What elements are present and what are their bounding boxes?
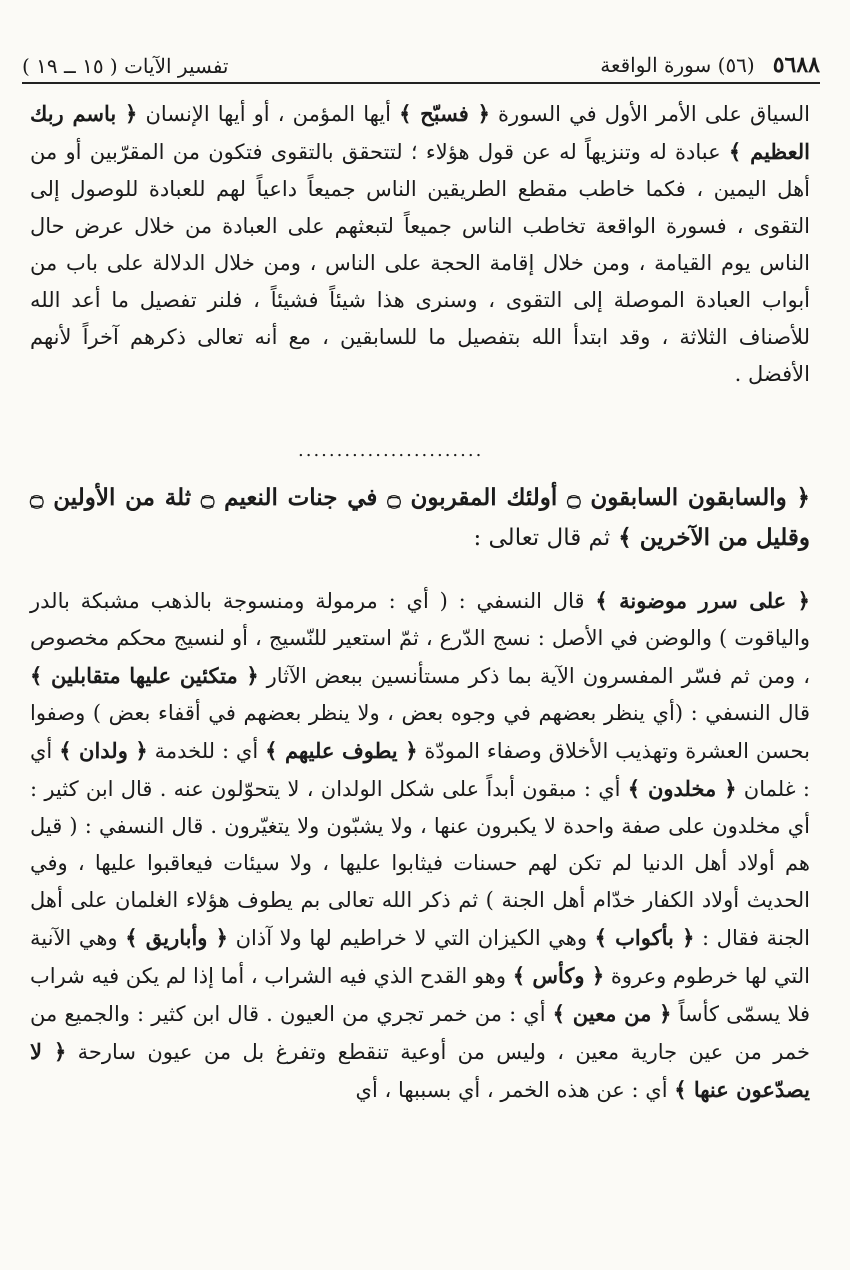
intro-text-3: عبادة له وتنزيهاً له عن قول هؤلاء ؛ لتتحقق بالتقوى فتكون من المقرّبين أو من أهل اليمين ، فكما خاطب مقطع الطريقين الناس جميعاً داعياً لهم للعبادة للوصول إلى التقوى ، فسورة الواقعة تخاطب الناس جميعاً لتبعثهم على العبادة من خلال عرض حال الناس يوم القيامة ، ومن خلال إقامة الحجة على الناس ، ومن خلال الدلالة على باب من أبواب العبادة الموصلة إلى التقوى ، وسنرى هذا شيئاً فشيئاً ، فلنر تفصيل ما أعد الله للأصناف الثلاثة ، وقد ابتدأ الله بتفصيل ما للسابقين ، مع أنه تعالى ذكرهم آخراً لأنهم الأفضل .: [30, 140, 810, 386]
commentary-text: أي : عن هذه الخمر ، أي بسببها ، أي: [355, 1078, 668, 1102]
commentary-text: أي : مبقون أبداً على شكل الولدان ، لا يتحوّلون عنه . قال ابن كثير : أي مخلدون على صفة واحدة لا يكبرون عنها ، ولا يشبّون ولا يتغيّرون . قال النسفي : ( قيل هم أولاد أهل الدنيا لم تكن لهم حسنات فيثابوا عليها ، ولا سيئات فيعاقبوا عليها ، وفي الحديث أولاد الكفار خدّام أهل الجنة ) ثم ذكر الله تعالى بم يطوف هؤلاء الغلمان على أهل الجنة فقال :: [30, 777, 810, 950]
commentary-text: وهو القدح الذي فيه الشراب ، أما إذا لم يكن فيه شراب فلا يسمّى كأساً: [30, 964, 810, 1026]
page-number: ٥٦٨٨: [772, 52, 820, 78]
surah-title: (٥٦) سورة الواقعة: [600, 53, 755, 77]
commentary-paragraph: [30, 582, 810, 1109]
commentary-text: وهي الكيزان التي لا خراطيم لها ولا آذان: [235, 926, 588, 950]
commentary-text: أي : غلمان: [30, 739, 810, 801]
quran-quote: ﴿ مخلدون ﴾: [627, 776, 737, 801]
section-separator: ........................: [298, 440, 484, 461]
section-title: تفسير الآيات ( ١٥ ــ ١٩ ): [22, 54, 229, 78]
intro-text-1: السياق على الأمر الأول في السورة: [498, 102, 810, 126]
quran-quote: ﴿ على سرر موضونة ﴾: [595, 588, 810, 613]
quran-quote: ﴿ فسبّح ﴾: [399, 101, 490, 126]
running-header: [22, 38, 820, 84]
commentary-text: أي : للخدمة: [154, 739, 259, 763]
commentary-text: قال النسفي : (أي ينظر بعضهم في وجوه بعض ، ولا ينظر بعضهم في أقفاء بعض ) وصفوا بحسن العشرة وتهذيب الأخلاق وصفاء المودّة: [30, 701, 810, 763]
quran-quote: ﴿ وأباريق ﴾: [125, 925, 228, 950]
quran-quote: ﴿ يطوف عليهم ﴾: [265, 738, 418, 763]
verse-tail: ثم قال تعالى :: [473, 525, 611, 551]
quran-quote: ﴿ لا يصدّعون عنها ﴾: [30, 1039, 810, 1102]
verse-text: ﴿ والسابقون السابقون ۝ أولئك المقربون ۝ في جنات النعيم ۝ ثلة من الأولين ۝ وقليل من الآخرين ﴾: [30, 484, 810, 551]
quran-quote: ﴿ متكئين عليها متقابلين ﴾: [30, 663, 259, 688]
intro-text-2: أيها المؤمن ، أو أيها الإنسان: [145, 102, 391, 126]
intro-paragraph: [30, 95, 810, 393]
commentary-text: وهي الآنية التي لها خرطوم وعروة: [30, 926, 810, 988]
quran-quote: ﴿ بأكواب ﴾: [594, 925, 695, 950]
commentary-text: قال النسفي : ( أي : مرمولة ومنسوجة بالذهب مشبكة بالدر والياقوت ) والوضن في الأصل : نسج الدّرع ، ثمّ استعير للنّسيج ، أو لنسيج محكم مخصوص ، ومن ثم فسّر المفسرون الآية بما ذكر مستأنسين ببعض الآثار: [30, 589, 810, 688]
commentary-text: أي : من خمر تجري من العيون . قال ابن كثير : والجميع من خمر من عين جارية معين ، وليس من أوعية تنقطع وتفرغ بل من عيون سارحة: [30, 1002, 810, 1064]
verse-block: [30, 478, 810, 558]
quran-quote: ﴿ ولدان ﴾: [59, 738, 148, 763]
quran-quote: ﴿ وكأس ﴾: [512, 963, 605, 988]
quran-quote: ﴿ من معين ﴾: [552, 1001, 672, 1026]
header-right: [600, 52, 820, 78]
quran-quote: ﴿ باسم ربك العظيم ﴾: [30, 101, 810, 164]
